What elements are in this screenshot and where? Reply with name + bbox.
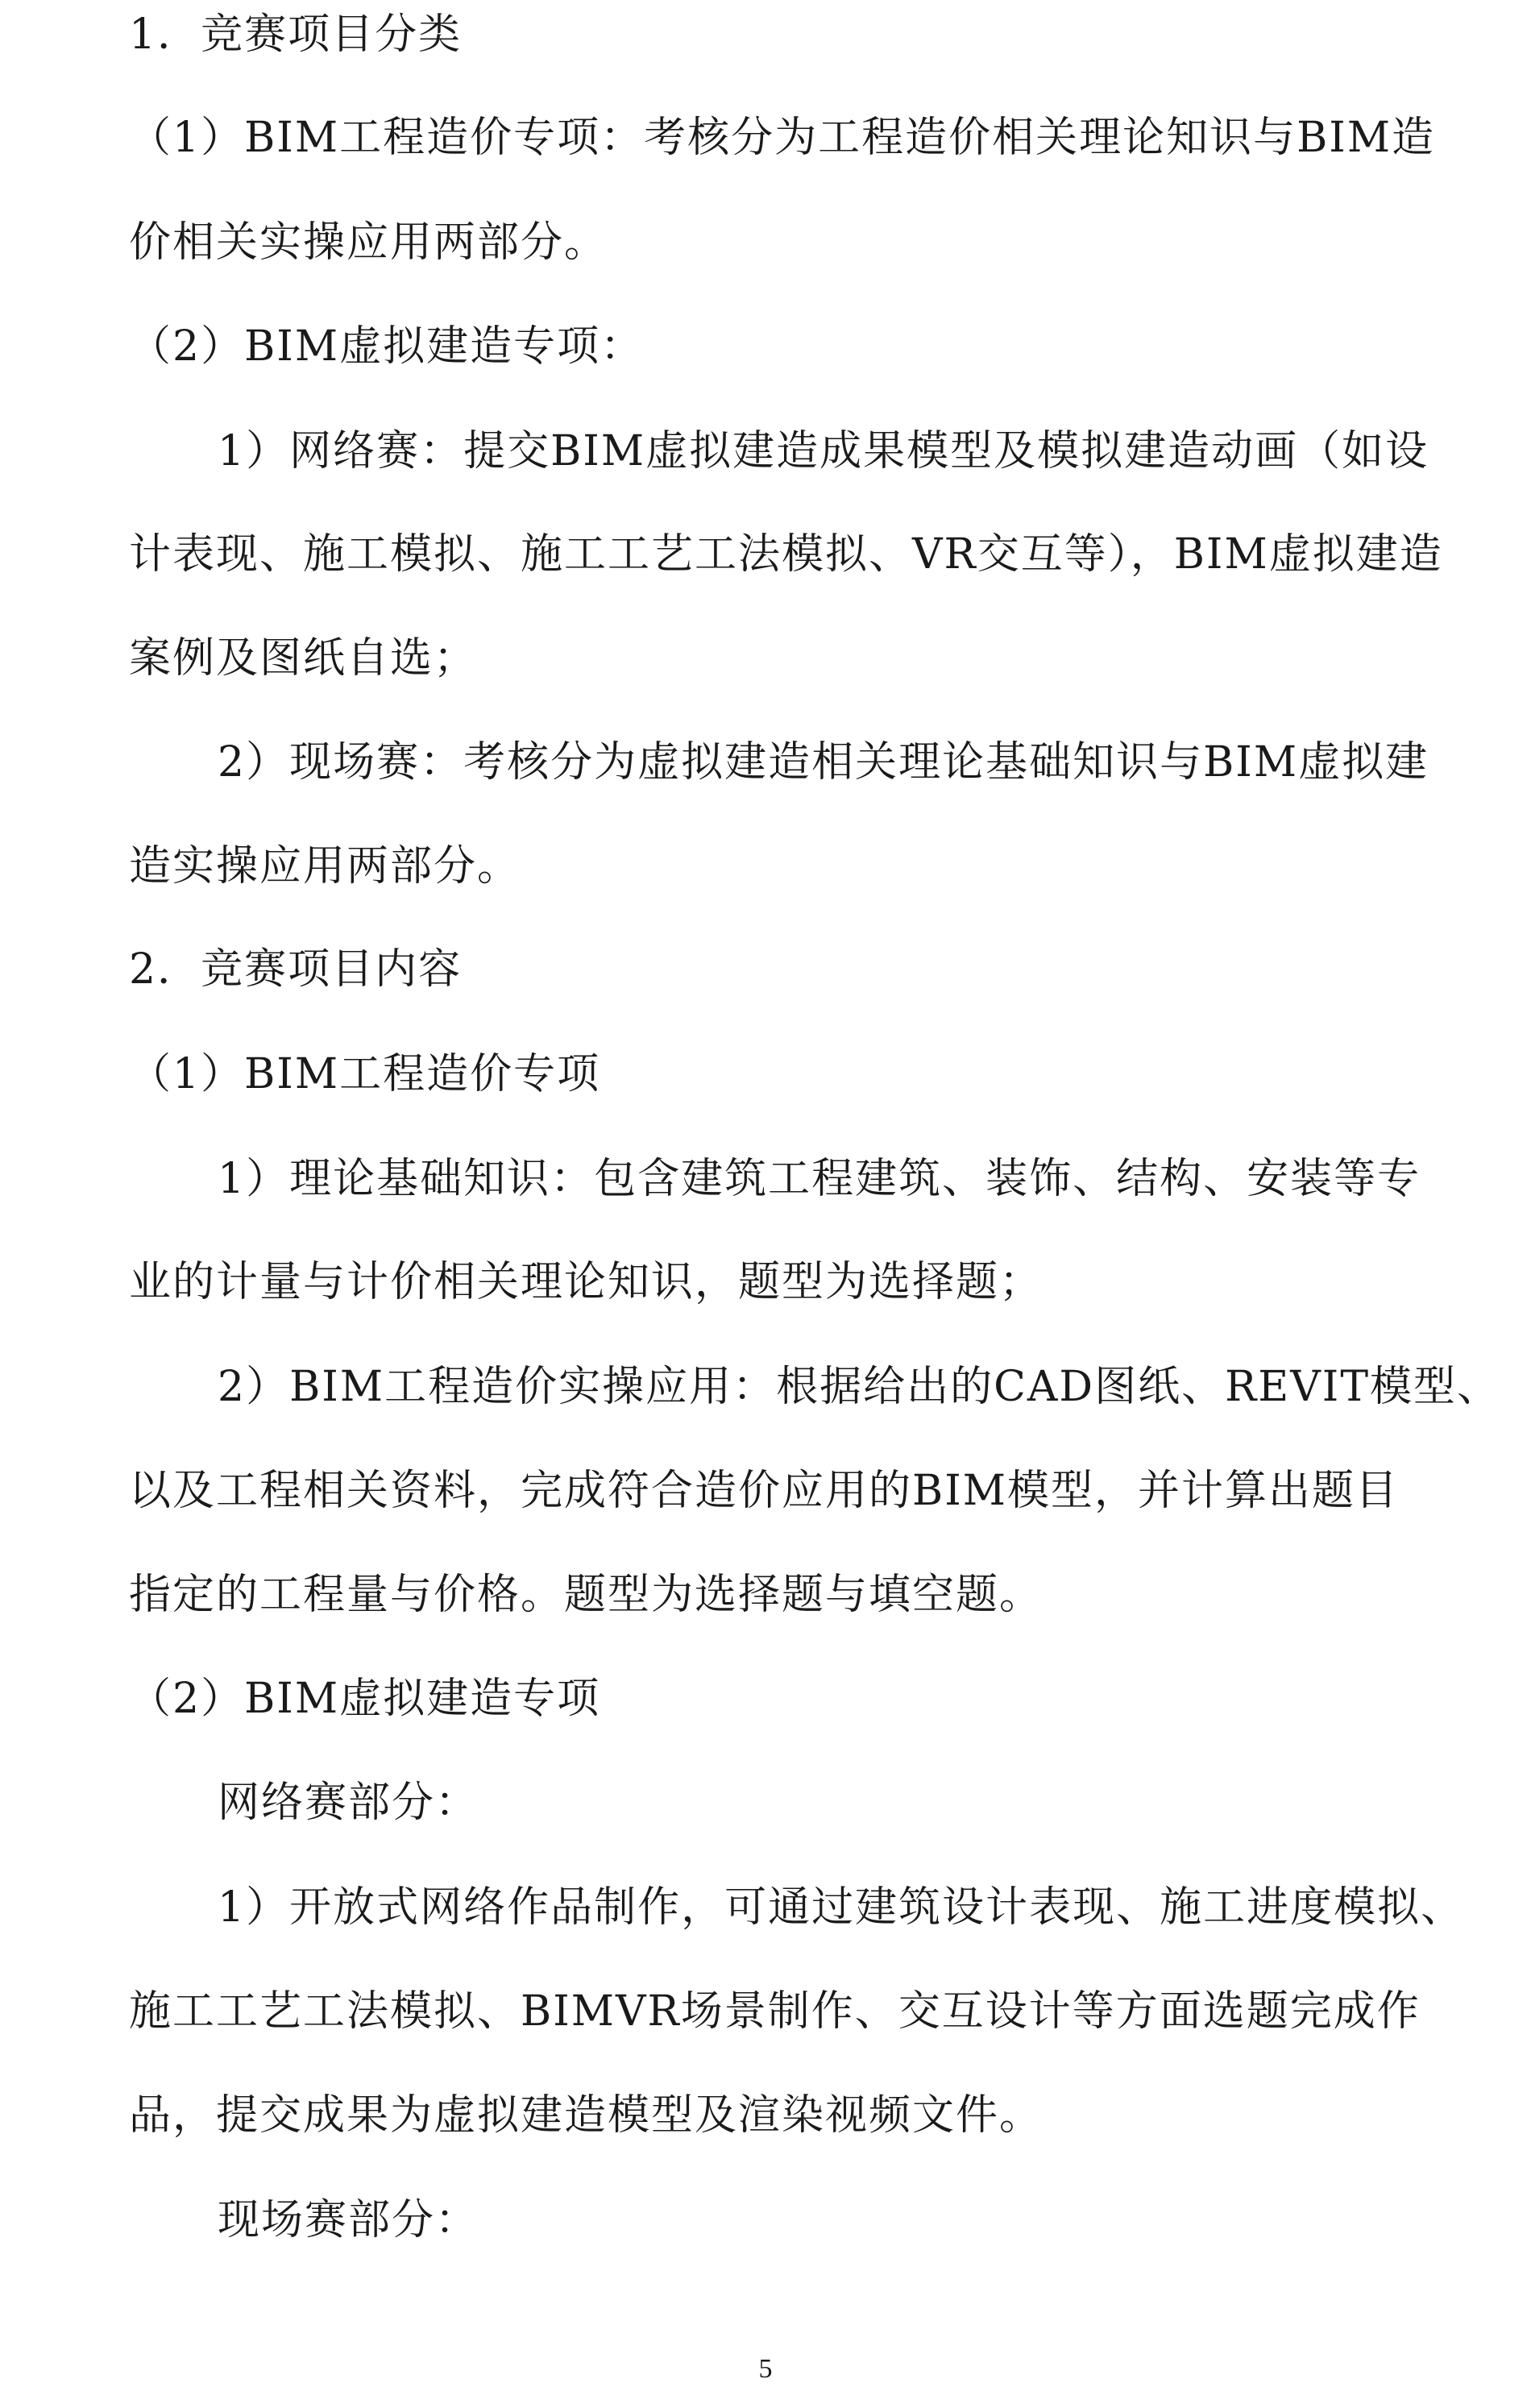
- paragraph-line: 1）开放式网络作品制作，可通过建筑设计表现、施工进度模拟、: [218, 1883, 1465, 1932]
- subsection-heading: （2）BIM虚拟建造专项: [129, 1675, 601, 1723]
- paragraph-line: 案例及图纸自选；: [129, 634, 478, 683]
- paragraph-line: （1）BIM工程造价专项：考核分为工程造价相关理论知识与BIM造: [129, 114, 1436, 162]
- paragraph-line: 现场赛部分：: [218, 2196, 479, 2244]
- paragraph-line: 价相关实操应用两部分。: [129, 218, 608, 267]
- paragraph-line: 指定的工程量与价格。题型为选择题与填空题。: [129, 1571, 1043, 1619]
- paragraph-line: 网络赛部分：: [218, 1779, 479, 1827]
- paragraph-line: 以及工程相关资料，完成符合造价应用的BIM模型，并计算出题目: [129, 1467, 1399, 1515]
- section-heading-2: 2．竞赛项目内容: [129, 945, 463, 994]
- paragraph-line: 2）BIM工程造价实操应用：根据给出的CAD图纸、REVIT模型、: [218, 1363, 1501, 1411]
- paragraph-line: 造实操应用两部分。: [129, 842, 521, 891]
- paragraph-line: 2）现场赛：考核分为虚拟建造相关理论基础知识与BIM虚拟建: [218, 738, 1429, 787]
- section-heading-1: 1．竞赛项目分类: [129, 10, 463, 59]
- paragraph-line: 品，提交成果为虚拟建造模型及渲染视频文件。: [129, 2091, 1043, 2140]
- paragraph-line: 1）理论基础知识：包含建筑工程建筑、装饰、结构、安装等专: [218, 1155, 1421, 1203]
- subsection-heading: （1）BIM工程造价专项: [129, 1050, 601, 1098]
- paragraph-line: 1）网络赛：提交BIM虚拟建造成果模型及模拟建造动画（如设: [218, 427, 1429, 475]
- paragraph-line: 施工工艺工法模拟、BIMVR场景制作、交互设计等方面选题完成作: [129, 1987, 1421, 2036]
- page-number: 5: [758, 2354, 773, 2384]
- paragraph-line: 业的计量与计价相关理论知识，题型为选择题；: [129, 1258, 1043, 1306]
- paragraph-line: 计表现、施工模拟、施工工艺工法模拟、VR交互等），BIM虚拟建造: [129, 530, 1443, 579]
- subsection-heading: （2）BIM虚拟建造专项：: [129, 322, 645, 371]
